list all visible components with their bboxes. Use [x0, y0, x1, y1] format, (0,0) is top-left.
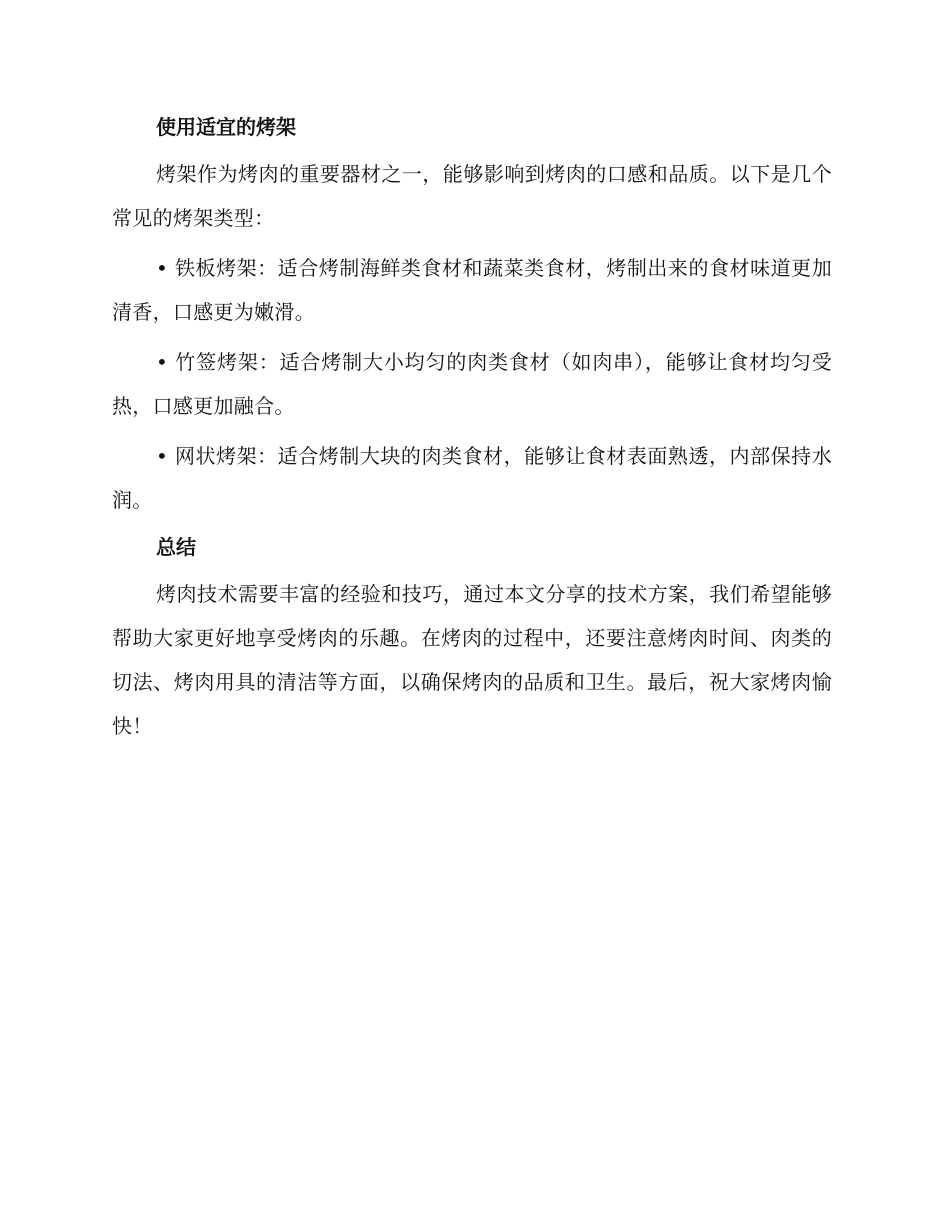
paragraph-grill-intro: 烤架作为烤肉的重要器材之一，能够影响到烤肉的口感和品质。以下是几个常见的烤架类型： [112, 162, 832, 230]
list-item-bamboo-skewer-grill: • 竹签烤架：适合烤制大小均匀的肉类食材（如肉串），能够让食材均匀受热，口感更加融合。 [112, 350, 832, 418]
paragraph-summary: 烤肉技术需要丰富的经验和技巧，通过本文分享的技术方案，我们希望能够帮助大家更好地享受烤肉的乐趣。在烤肉的过程中，还要注意烤肉时间、肉类的切法、烤肉用具的清洁等方面，以确保烤肉的品质和卫生。最后，祝大家烤肉愉快！ [112, 582, 832, 738]
list-item-iron-plate-grill: • 铁板烤架：适合烤制海鲜类食材和蔬菜类食材，烤制出来的食材味道更加清香，口感更为嫩滑。 [112, 256, 832, 324]
list-item-mesh-grill: • 网状烤架：适合烤制大块的肉类食材，能够让食材表面熟透，内部保持水润。 [112, 444, 832, 512]
document-page [112, 108, 832, 754]
section-heading-summary: 总结 [156, 535, 196, 559]
section-heading-grill: 使用适宜的烤架 [156, 115, 296, 139]
